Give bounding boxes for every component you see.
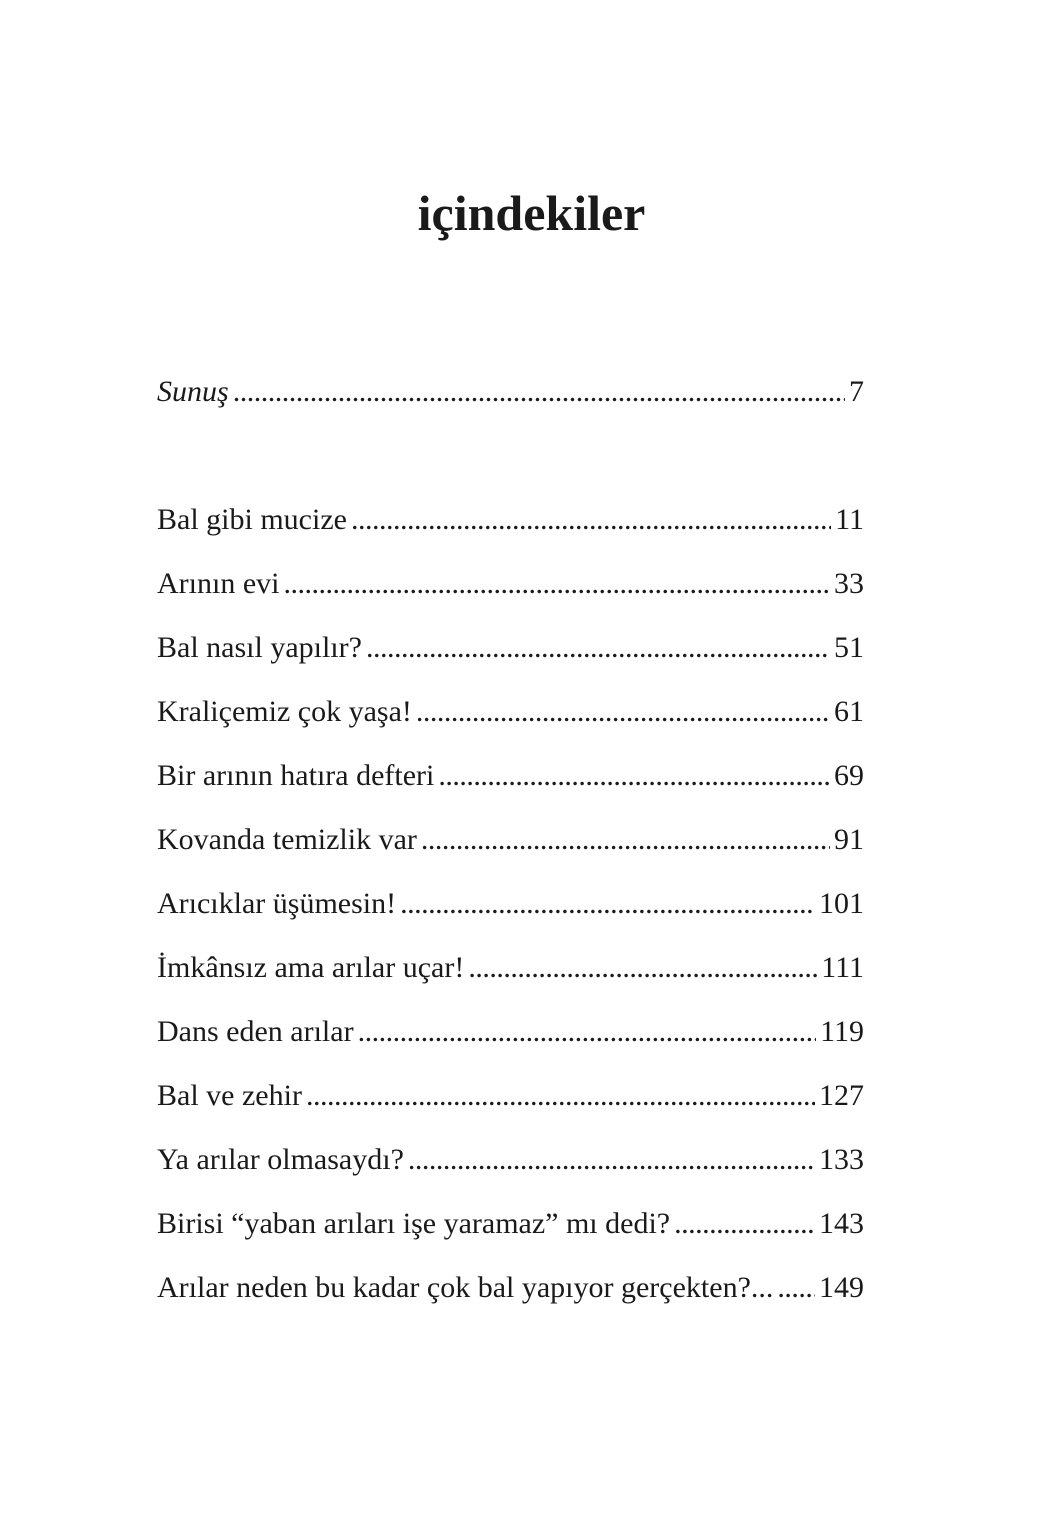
dot-leader — [283, 569, 830, 599]
toc-entry — [157, 377, 864, 441]
toc-entry — [157, 953, 864, 1017]
toc-entry-page: 7 — [849, 375, 864, 408]
toc-entry — [157, 697, 864, 761]
toc-entry-page: 149 — [819, 1271, 864, 1304]
page-title: içindekiler — [417, 185, 646, 241]
toc-entry — [157, 1081, 864, 1145]
toc-entry-page: 51 — [834, 631, 864, 664]
toc-entry-title: Arılar neden bu kadar çok bal yapıyor gerçekten?... — [157, 1271, 774, 1304]
dot-leader — [468, 953, 817, 983]
toc-entry — [157, 633, 864, 697]
toc-entry-page: 127 — [819, 1079, 864, 1112]
dot-leader — [674, 1209, 815, 1239]
toc-entry-title: Ya arılar olmasaydı? — [157, 1143, 404, 1176]
toc-entry-title: İmkânsız ama arılar uçar! — [157, 951, 465, 984]
dot-leader — [438, 761, 830, 791]
toc-entry-page: 91 — [834, 823, 864, 856]
dot-leader — [351, 505, 831, 535]
toc-list — [157, 505, 864, 1337]
dot-leader — [306, 1081, 815, 1111]
toc-entry-title: Birisi “yaban arıları işe yaramaz” mı dedi? — [157, 1207, 671, 1240]
toc-entry-page: 61 — [834, 695, 864, 728]
toc-entry — [157, 505, 864, 569]
dot-leader — [400, 889, 815, 919]
dot-leader — [358, 1017, 817, 1047]
toc-entry — [157, 1145, 864, 1209]
toc-entry-page: 11 — [835, 503, 864, 536]
toc-entry — [157, 569, 864, 633]
toc-entry-title: Bal nasıl yapılır? — [157, 631, 362, 664]
toc-entry-title: Dans eden arılar — [157, 1015, 354, 1048]
toc-entry-page: 143 — [819, 1207, 864, 1240]
toc-entry-title: Arının evi — [157, 567, 280, 600]
toc-entry-title: Arıcıklar üşümesin! — [157, 887, 397, 920]
toc-entry-title: Bal ve zehir — [157, 1079, 302, 1112]
toc-entry-title: Bal gibi mucize — [157, 503, 347, 536]
toc-entry — [157, 1209, 864, 1273]
toc-intro — [157, 377, 864, 441]
toc-entry — [157, 1273, 864, 1337]
toc-entry-title: Sunuş — [157, 375, 229, 408]
dot-leader — [408, 1145, 815, 1175]
toc-entry-page: 119 — [820, 1015, 864, 1048]
dot-leader — [233, 377, 845, 407]
toc-entry-title: Kraliçemiz çok yaşa! — [157, 695, 412, 728]
toc-entry-title: Bir arının hatıra defteri — [157, 759, 435, 792]
toc-entry — [157, 825, 864, 889]
dot-leader — [421, 825, 830, 855]
toc-entry — [157, 1017, 864, 1081]
toc-entry-title: Kovanda temizlik var — [157, 823, 417, 856]
toc-entry-page: 111 — [821, 951, 864, 984]
toc-entry-page: 101 — [819, 887, 864, 920]
dot-leader — [777, 1273, 815, 1303]
toc-entry-page: 133 — [819, 1143, 864, 1176]
toc-entry — [157, 889, 864, 953]
dot-leader — [366, 633, 830, 663]
toc-entry-page: 33 — [834, 567, 864, 600]
toc-entry — [157, 761, 864, 825]
toc-entry-page: 69 — [834, 759, 864, 792]
dot-leader — [416, 697, 830, 727]
